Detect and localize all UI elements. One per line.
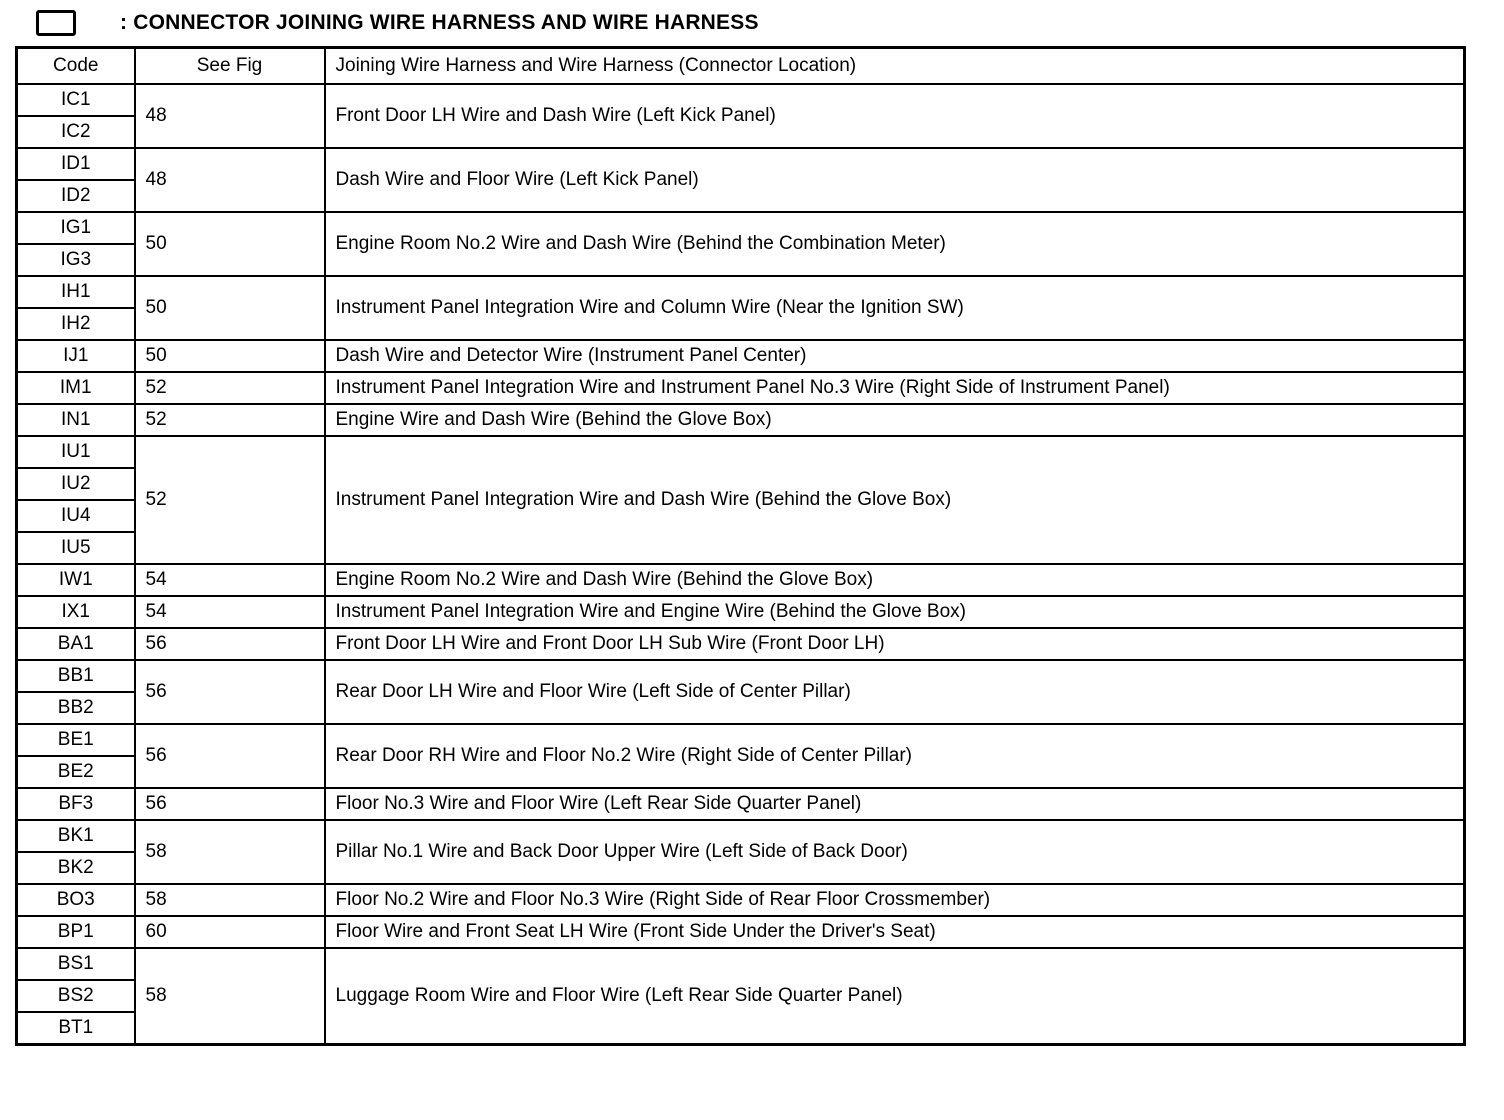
connector-location-description: Front Door LH Wire and Front Door LH Sub Wire (Front Door LH) [325,628,1465,660]
header-row [17,48,1465,85]
connector-code: IU5 [17,532,135,564]
connector-code: IU2 [17,468,135,500]
connector-location-description: Dash Wire and Floor Wire (Left Kick Panel) [325,148,1465,212]
connector-location-description: Rear Door LH Wire and Floor Wire (Left Side of Center Pillar) [325,660,1465,724]
see-fig-number: 52 [135,372,325,404]
title-row [36,6,759,40]
table-row [17,788,1465,820]
see-fig-number: 52 [135,436,325,564]
connector-code: IN1 [17,404,135,436]
table-row [17,628,1465,660]
table-row [17,276,1465,308]
see-fig-number: 50 [135,276,325,340]
connector-code: IG3 [17,244,135,276]
table-row [17,564,1465,596]
connector-location-description: Pillar No.1 Wire and Back Door Upper Wire (Left Side of Back Door) [325,820,1465,884]
table-row [17,340,1465,372]
connector-code: IW1 [17,564,135,596]
connector-location-description: Engine Room No.2 Wire and Dash Wire (Behind the Combination Meter) [325,212,1465,276]
see-fig-number: 54 [135,596,325,628]
see-fig-number: 58 [135,948,325,1045]
connector-location-description: Engine Wire and Dash Wire (Behind the Glove Box) [325,404,1465,436]
connector-code: IH1 [17,276,135,308]
connector-code: IJ1 [17,340,135,372]
connector-code: BA1 [17,628,135,660]
connector-location-description: Luggage Room Wire and Floor Wire (Left Rear Side Quarter Panel) [325,948,1465,1045]
table-row [17,916,1465,948]
table-row [17,148,1465,180]
connector-code: IH2 [17,308,135,340]
connector-location-description: Instrument Panel Integration Wire and Column Wire (Near the Ignition SW) [325,276,1465,340]
connector-code: BK2 [17,852,135,884]
connector-location-description: Floor No.3 Wire and Floor Wire (Left Rear Side Quarter Panel) [325,788,1465,820]
see-fig-number: 54 [135,564,325,596]
connector-legend-box-icon [36,10,76,36]
connector-location-description: Rear Door RH Wire and Floor No.2 Wire (Right Side of Center Pillar) [325,724,1465,788]
table-row [17,884,1465,916]
header-description: Joining Wire Harness and Wire Harness (Connector Location) [325,48,1465,85]
connector-location-description: Instrument Panel Integration Wire and Instrument Panel No.3 Wire (Right Side of Instrument Panel) [325,372,1465,404]
see-fig-number: 48 [135,148,325,212]
connector-location-description: Instrument Panel Integration Wire and Dash Wire (Behind the Glove Box) [325,436,1465,564]
see-fig-number: 52 [135,404,325,436]
connector-code: ID2 [17,180,135,212]
see-fig-number: 58 [135,884,325,916]
connector-location-description: Dash Wire and Detector Wire (Instrument Panel Center) [325,340,1465,372]
connector-code: IU1 [17,436,135,468]
table-row [17,596,1465,628]
table-row [17,84,1465,116]
connector-code: BS1 [17,948,135,980]
connector-code: ID1 [17,148,135,180]
connector-code: BB1 [17,660,135,692]
connector-location-description: Instrument Panel Integration Wire and Engine Wire (Behind the Glove Box) [325,596,1465,628]
see-fig-number: 58 [135,820,325,884]
connector-code: BE2 [17,756,135,788]
see-fig-number: 50 [135,212,325,276]
connector-location-description: Front Door LH Wire and Dash Wire (Left Kick Panel) [325,84,1465,148]
connector-code: IU4 [17,500,135,532]
connector-code: BF3 [17,788,135,820]
see-fig-number: 56 [135,660,325,724]
table-row [17,212,1465,244]
connector-code: BO3 [17,884,135,916]
table-row [17,948,1465,980]
connector-code: BS2 [17,980,135,1012]
connector-location-description: Floor Wire and Front Seat LH Wire (Front Side Under the Driver's Seat) [325,916,1465,948]
table-row [17,820,1465,852]
table-row [17,436,1465,468]
see-fig-number: 60 [135,916,325,948]
connector-code: IG1 [17,212,135,244]
connector-location-description: Engine Room No.2 Wire and Dash Wire (Behind the Glove Box) [325,564,1465,596]
see-fig-number: 56 [135,724,325,788]
see-fig-number: 48 [135,84,325,148]
connector-code: IC2 [17,116,135,148]
connector-code: BK1 [17,820,135,852]
table-row [17,724,1465,756]
page-title: : CONNECTOR JOINING WIRE HARNESS AND WIRE HARNESS [120,11,759,34]
connector-code: BT1 [17,1012,135,1045]
header-code: Code [17,48,135,85]
connector-code: BP1 [17,916,135,948]
connector-code: IX1 [17,596,135,628]
see-fig-number: 56 [135,788,325,820]
connector-code: BB2 [17,692,135,724]
connector-code: BE1 [17,724,135,756]
connector-location-description: Floor No.2 Wire and Floor No.3 Wire (Right Side of Rear Floor Crossmember) [325,884,1465,916]
table-row [17,404,1465,436]
table-row [17,660,1465,692]
table-row [17,372,1465,404]
see-fig-number: 50 [135,340,325,372]
connector-table [15,46,1466,1046]
header-see-fig: See Fig [135,48,325,85]
see-fig-number: 56 [135,628,325,660]
connector-code: IM1 [17,372,135,404]
connector-code: IC1 [17,84,135,116]
table-body [17,84,1465,1045]
